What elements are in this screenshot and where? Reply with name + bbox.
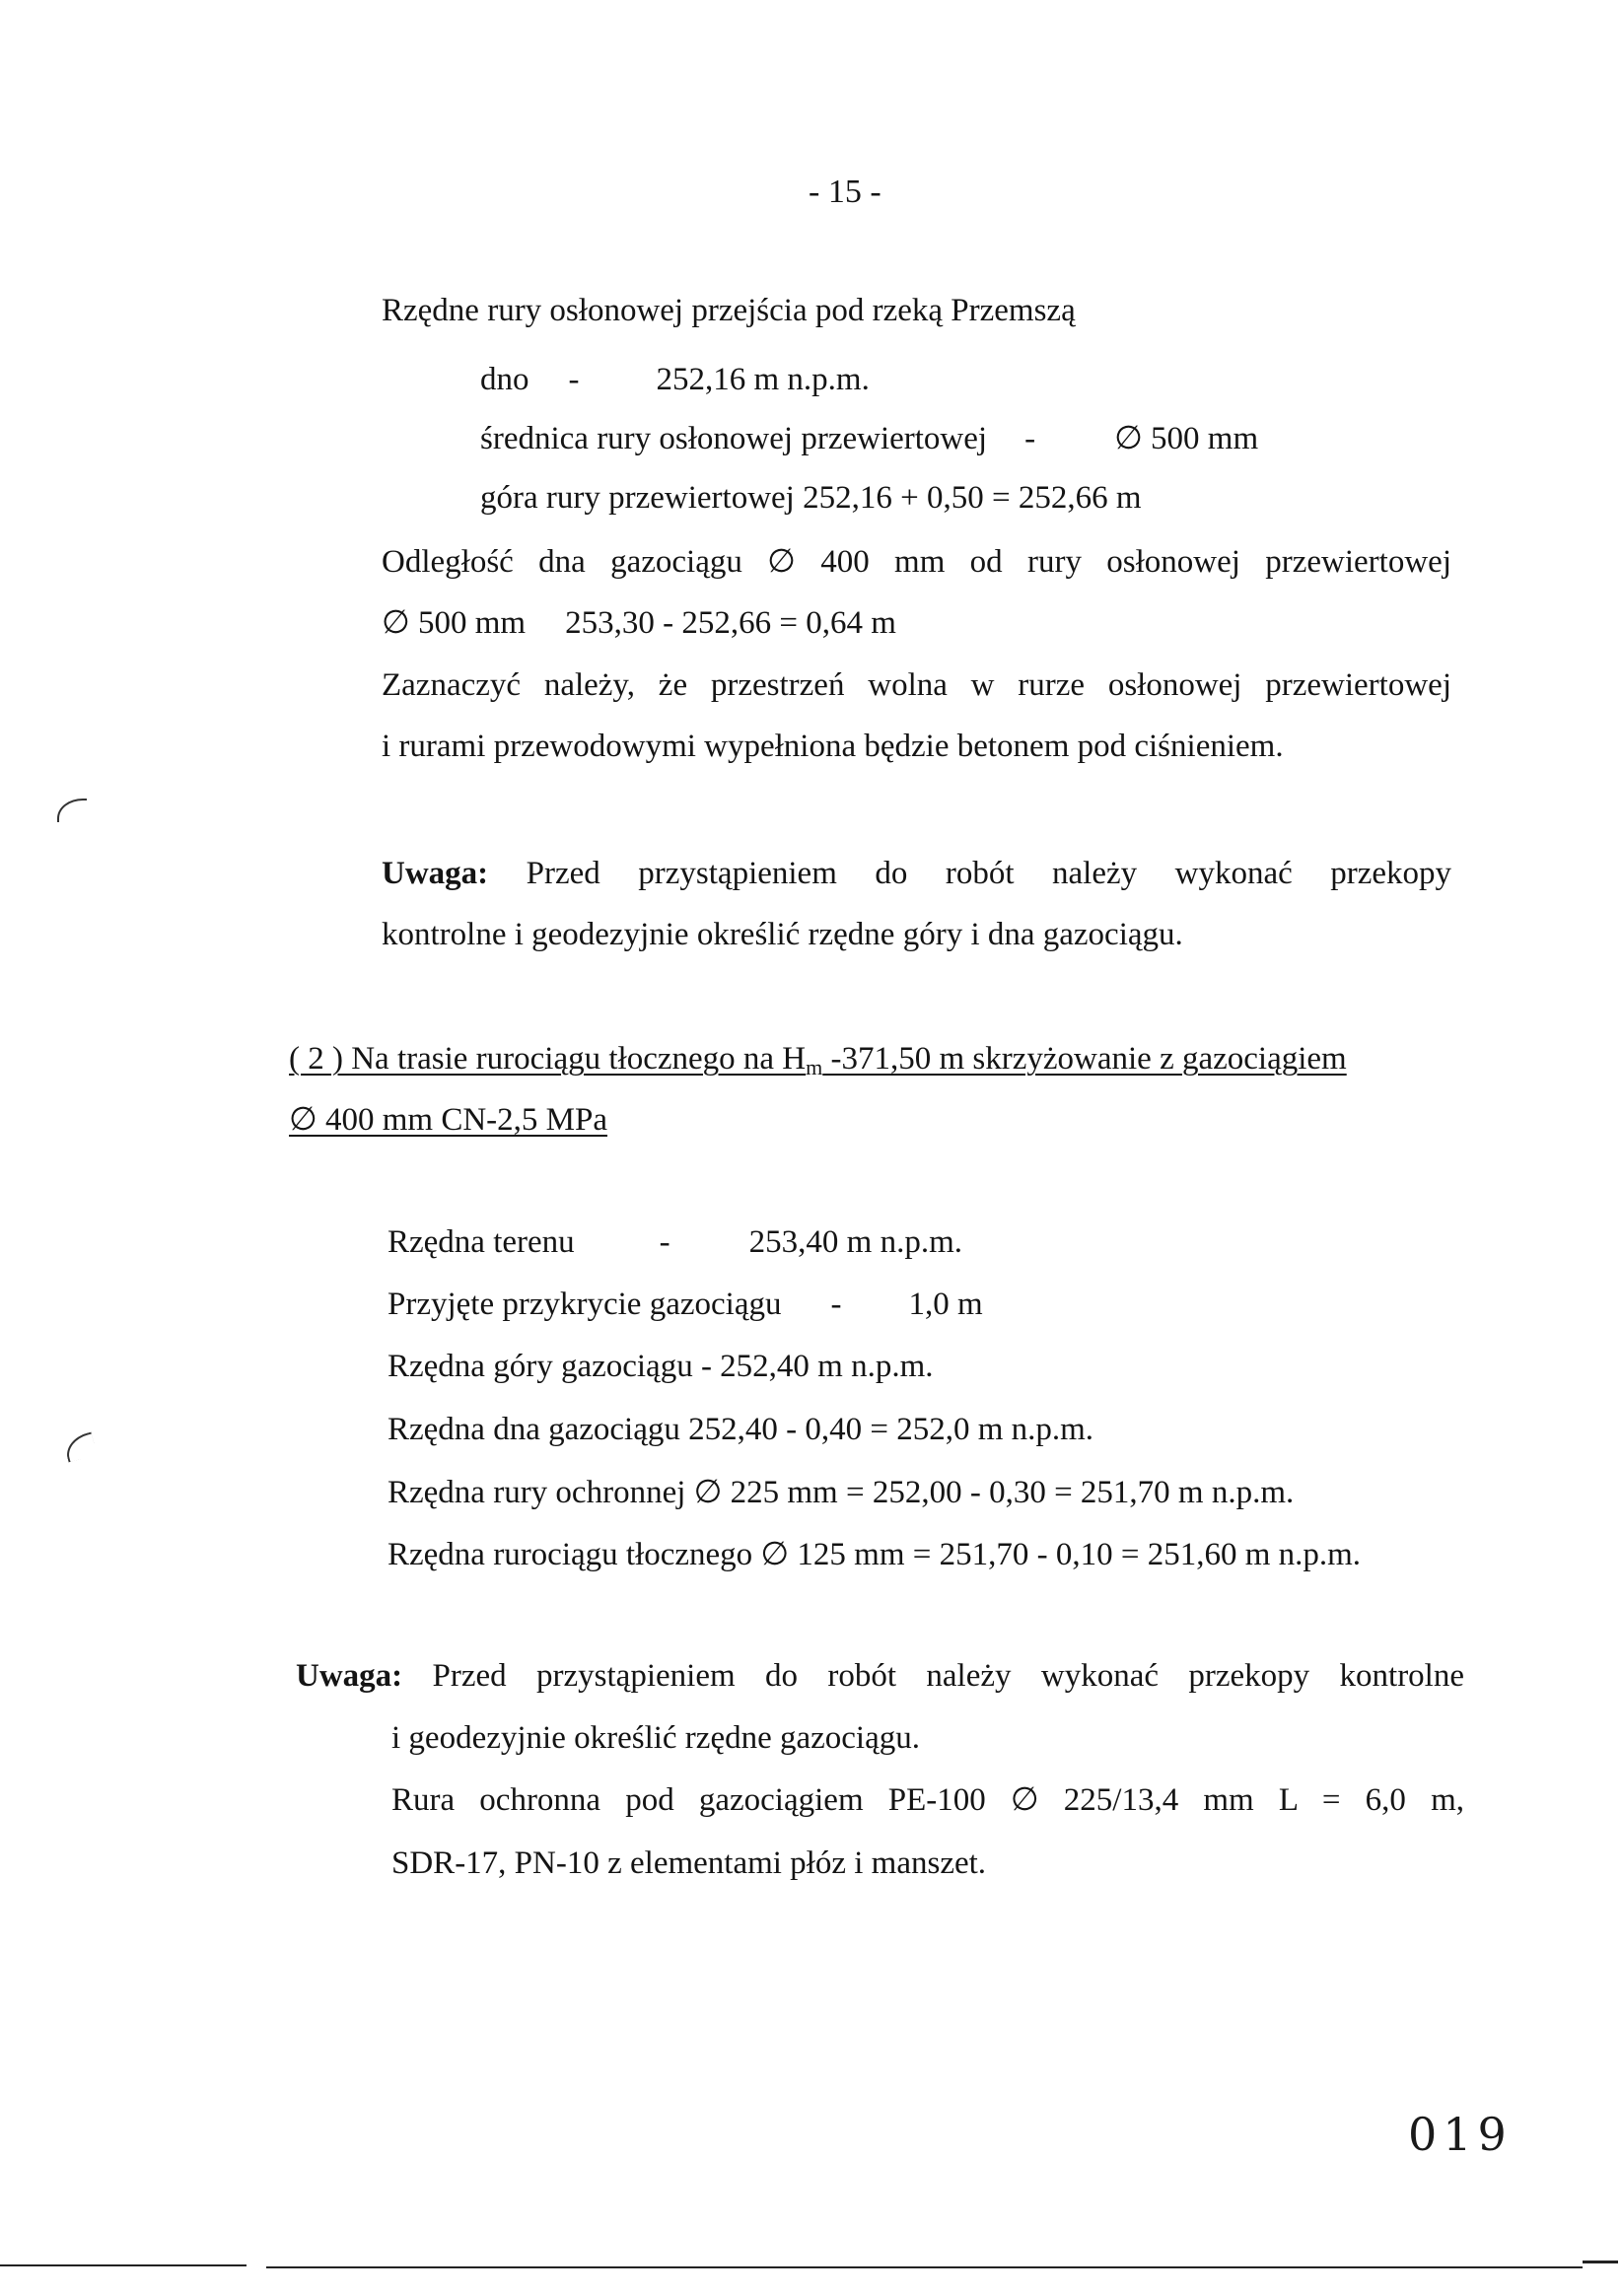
uwaga1-line-2: kontrolne i geodezyjnie określić rzędne góry i dna gazociągu. xyxy=(382,917,1183,952)
rzedna-terenu-value: 253,40 m n.p.m. xyxy=(748,1224,962,1260)
przykrycie-row xyxy=(388,1285,983,1324)
gora-gazociagu-line: Rzędna góry gazociągu - 252,40 m n.p.m. xyxy=(388,1349,934,1384)
handwritten-page-stamp: 019 xyxy=(1408,2108,1513,2161)
margin-mark-icon xyxy=(62,1432,97,1463)
uwaga2-line-2: i geodezyjnie określić rzędne gazociągu. xyxy=(391,1720,920,1756)
przykrycie-value: 1,0 m xyxy=(908,1287,983,1322)
rzedna-terenu-dash: - xyxy=(659,1224,670,1260)
dno-label: dno xyxy=(480,362,529,397)
dno-row xyxy=(480,360,870,399)
srednica-value: ∅ 500 mm xyxy=(1114,421,1259,456)
rura-ochronna-line-1: Rura ochronna pod gazociągiem PE-100 ∅ 225/13,4 mm L = 6,0 m, xyxy=(391,1782,1464,1818)
section2-heading-line-2: ∅ 400 mm CN-2,5 MPa xyxy=(289,1102,608,1138)
dna-gazociagu-line: Rzędna dna gazociągu 252,40 - 0,40 = 252,0 m n.p.m. xyxy=(388,1412,1094,1447)
srednica-row xyxy=(480,419,1258,458)
uwaga1-line-1 xyxy=(382,854,1451,893)
bottom-rule-left xyxy=(0,2264,247,2266)
uwaga1-label: Uwaga: xyxy=(382,856,489,891)
uwaga1-text-1: Przed przystąpieniem do robót należy wykonać przekopy xyxy=(526,856,1451,891)
zaznaczyc-line-2: i rurami przewodowymi wypełniona będzie betonem pod ciśnieniem. xyxy=(382,729,1284,764)
rury-ochronnej-line: Rzędna rury ochronnej ∅ 225 mm = 252,00 - 0,30 = 251,70 m n.p.m. xyxy=(388,1475,1295,1510)
zaznaczyc-line-1: Zaznaczyć należy, że przestrzeń wolna w rurze osłonowej przewiertowej xyxy=(382,667,1451,703)
section1-heading: Rzędne rury osłonowej przejścia pod rzeką Przemszą xyxy=(382,293,1076,328)
heading-text-a: ( 2 ) Na trasie rurociągu tłocznego na H xyxy=(289,1041,807,1077)
odleglosc-line-2 xyxy=(382,603,896,643)
bottom-rule-right xyxy=(1583,2261,1618,2263)
odleglosc-calc: 253,30 - 252,66 = 0,64 m xyxy=(565,605,896,641)
margin-mark-icon xyxy=(57,799,87,822)
rzedna-terenu-row xyxy=(388,1222,962,1262)
dno-dash: - xyxy=(568,362,580,397)
heading-subscript: m xyxy=(806,1055,823,1079)
uwaga2-line-1 xyxy=(296,1656,1464,1696)
uwaga2-text-1: Przed przystąpieniem do robót należy wykonać przekopy kontrolne xyxy=(432,1658,1464,1694)
heading-text-b: -371,50 m skrzyżowanie z gazociągiem xyxy=(822,1041,1347,1077)
rurociagu-tlocznego-line: Rzędna rurociągu tłocznego ∅ 125 mm = 251,70 - 0,10 = 251,60 m n.p.m. xyxy=(388,1537,1362,1572)
odleglosc-line-1: Odległość dna gazociągu ∅ 400 mm od rury osłonowej przewiertowej xyxy=(382,544,1451,580)
section2-heading-line-1 xyxy=(289,1039,1452,1078)
odleglosc-diameter: ∅ 500 mm xyxy=(382,605,527,641)
srednica-dash: - xyxy=(1024,421,1036,456)
przykrycie-dash: - xyxy=(830,1287,842,1322)
uwaga2-label: Uwaga: xyxy=(296,1658,403,1694)
bottom-rule-main xyxy=(266,2266,1583,2268)
srednica-label: średnica rury osłonowej przewiertowej xyxy=(480,421,988,456)
rura-ochronna-line-2: SDR-17, PN-10 z elementami płóz i manszet. xyxy=(391,1845,987,1881)
page-number: - 15 - xyxy=(809,174,881,210)
gora-rury-line: góra rury przewiertowej 252,16 + 0,50 = 252,66 m xyxy=(480,480,1142,516)
rzedna-terenu-label: Rzędna terenu xyxy=(388,1224,575,1260)
przykrycie-label: Przyjęte przykrycie gazociągu xyxy=(388,1287,782,1322)
dno-value: 252,16 m n.p.m. xyxy=(656,362,870,397)
